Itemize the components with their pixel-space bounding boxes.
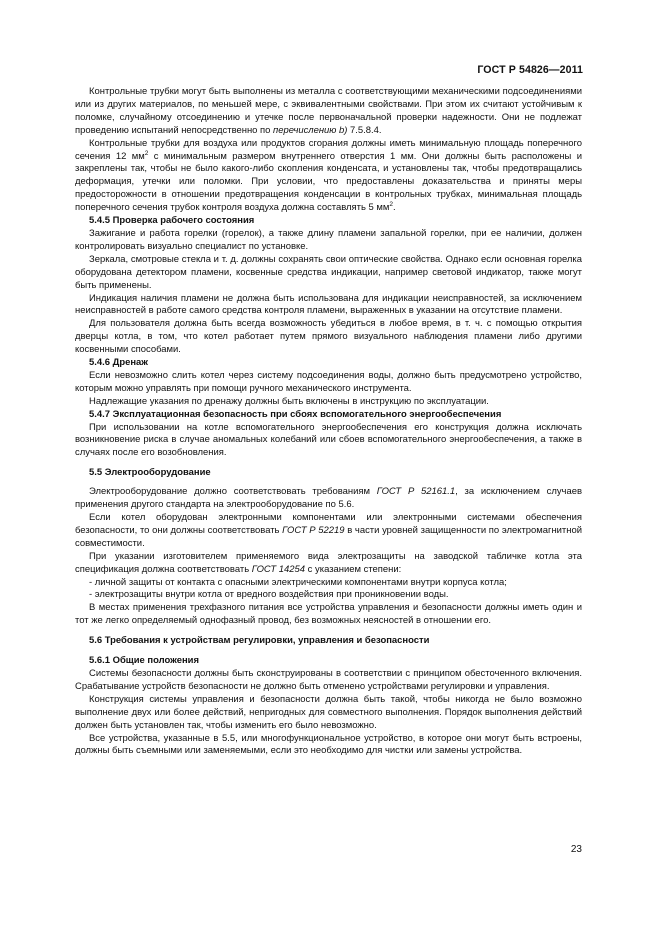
paragraph-text: с минимальным размером внутреннего отверстия 1 мм. Они должны быть расположены и закреплены так, чтобы не было какого-либо скопления конденсата, и установлены так, чтобы предотвращались деформация, утечки или поломки. При условии, что предоставлены доказательства и приняты меры предосторожности в отношении предотвращения конденсации в контрольных трубках, минимальная площадь поперечного сечения трубок контроля воздуха должна составлять 5 мм bbox=[75, 150, 582, 214]
paragraph: Конструкция системы управления и безопасности должна быть такой, чтобы никогда не было возможно выполнение двух или более действий, непригодных для совместного выполнения. Порядок выполнения действий должен быть установлен так, чтобы изменить его было невозможно. bbox=[75, 693, 582, 731]
paragraph-text: , за исключением случаев применения другого стандарта на электрооборудование по 5.6. bbox=[75, 486, 582, 511]
paragraph-text: в части уровней защищенности по электромагнитной совместимости. bbox=[75, 524, 582, 549]
paragraph: При использовании на котле вспомогательного энергообеспечения его конструкция должна исключать возникновение риска в случае аномальных колебаний или сбоев вспомогательного энергообеспечения, а также в случаях после его возобновления. bbox=[75, 421, 582, 459]
section-heading-5-4-7: 5.4.7 Эксплуатационная безопасность при сбоях вспомогательного энергообеспечения bbox=[89, 408, 502, 420]
superscript: 2 bbox=[389, 201, 393, 209]
superscript: 2 bbox=[144, 149, 149, 157]
document-header-standard: ГОСТ Р 54826—2011 bbox=[477, 64, 583, 76]
section-heading-5-6-1: 5.6.1 Общие положения bbox=[89, 655, 199, 667]
paragraph: Надлежащие указания по дренажу должны быть включены в инструкцию по эксплуатации. bbox=[89, 395, 489, 407]
paragraph-text: При указании изготовителем применяемого вида электрозащиты на заводской табличке котла эта спецификация должна соответствовать bbox=[75, 550, 582, 575]
page-number: 23 bbox=[570, 844, 582, 855]
paragraph: Зеркала, смотровые стекла и т. д. должны сохранять свои оптические свойства. Однако если основная горелка оборудована детектором пламени, косвенные средства индикации, например световой индикатор, также могут быть применены. bbox=[75, 253, 582, 291]
paragraph: Системы безопасности должны быть сконструированы в соответствии с принципом обесточенного включения. Срабатывание устройств безопасности не должно быть отменено устройствами регулировки и управления. bbox=[75, 667, 582, 692]
reference-link: ГОСТ Р 52161.1 bbox=[376, 486, 456, 498]
paragraph-text: Контрольные трубки для воздуха или продуктов сгорания должны иметь минимальную площадь поперечного сечения 12 мм bbox=[75, 137, 582, 162]
list-item: - личной защиты от контакта с опасными электрическими компонентами внутри корпуса котла; bbox=[89, 576, 507, 588]
paragraph: Для пользователя должна быть всегда возможность убедиться в любое время, в т. ч. с помощью открытия дверцы котла, в том, что котел работает путем прямого визуального наблюдения пламени либо другими косвенными способами. bbox=[75, 318, 582, 356]
reference-link: перечислению b) bbox=[273, 124, 348, 136]
paragraph: Все устройства, указанные в 5.5, или многофункциональное устройство, в которое они могут быть встроены, должны быть съемными или заменяемыми, если это необходимо для чистки или замены устройства. bbox=[75, 732, 582, 757]
paragraph bbox=[75, 86, 582, 138]
paragraph: Зажигание и работа горелки (горелок), а также длину пламени запальной горелки, при ее наличии, должен контролировать визуально специалист по установке. bbox=[75, 227, 582, 252]
paragraph bbox=[75, 138, 582, 215]
reference-link: ГОСТ 14254 bbox=[251, 563, 306, 575]
reference-link: ГОСТ Р 52219 bbox=[282, 524, 345, 536]
paragraph-text: . bbox=[393, 202, 396, 214]
paragraph-text: 7.5.8.4. bbox=[347, 124, 382, 136]
paragraph-text: Электрооборудование должно соответствовать требованиям bbox=[89, 486, 377, 498]
paragraph bbox=[75, 486, 582, 512]
section-heading-5-5: 5.5 Электрооборудование bbox=[89, 467, 211, 479]
paragraph-text: с указанием степени: bbox=[305, 563, 402, 575]
document-body bbox=[75, 86, 582, 758]
section-heading-5-4-6: 5.4.6 Дренаж bbox=[89, 357, 148, 369]
paragraph-text: Если котел оборудован электронными компонентами или электронными системами обеспечения безопасности, то они должны соответствовать bbox=[75, 512, 582, 536]
paragraph: Если невозможно слить котел через систему подсоединения воды, должно быть предусмотрено устройство, которым можно управлять при помощи ручного механического инструмента. bbox=[75, 369, 582, 394]
section-heading-5-6: 5.6 Требования к устройствам регулировки, управления и безопасности bbox=[89, 635, 430, 647]
paragraph: В местах применения трехфазного питания все устройства управления и безопасности должны иметь один и тот же легко определяемый однофазный провод, без возможных неясностей в отношении его. bbox=[75, 602, 582, 627]
paragraph bbox=[75, 551, 582, 577]
paragraph-text: Контрольные трубки могут быть выполнены из металла с соответствующими механическими подсоединениями или из других материалов, по меньшей мере, с эквивалентными свойствами. При этом их считают устойчивым к поломке, случайному отсоединению и утечке после первоначальной проверки надежности. Они не подлежат проведению испытаний непосредственно по bbox=[75, 86, 582, 136]
paragraph bbox=[75, 512, 582, 551]
list-item: - электрозащиты внутри котла от вредного воздействия при проникновении воды. bbox=[89, 589, 449, 601]
section-heading-5-4-5: 5.4.5 Проверка рабочего состояния bbox=[89, 215, 255, 227]
paragraph: Индикация наличия пламени не должна быть использована для индикации неисправностей, за исключением неисправностей в работе самого средства контроля пламени, выраженных в указании на отсутствие пламени. bbox=[75, 292, 582, 317]
